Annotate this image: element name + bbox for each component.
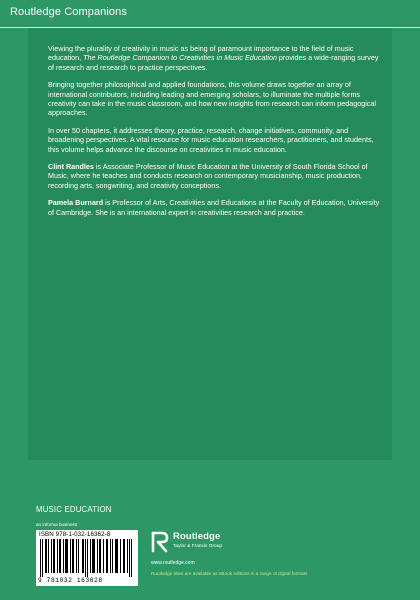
editor-name-2: Pamela Burnard (48, 198, 104, 208)
routledge-logo-icon (151, 531, 169, 553)
publisher-url[interactable]: www.routledge.com (151, 560, 195, 566)
editor-bio-1: Clint Randles is Associate Professor of Music Education at the University of South Florida School of Music, where he teaches and conducts research on contemporary musicianship, music production, recording arts, songwriting, and creativity conceptions. (48, 162, 368, 190)
book-title: The Routledge Companion to Creativities in Music Education (83, 53, 277, 63)
series-title: Routledge Companions (10, 6, 127, 18)
informa-tagline: an informa business (36, 522, 78, 527)
blurb-paragraph-3: In over 50 chapters, it addresses theory, practice, research, change initiatives, community, and broadening perspectives. A vital resource for music education researchers, practitioners, and students, this volume helps advance the discourse on creativities in music education. (48, 125, 374, 154)
back-cover-blurb (48, 44, 383, 225)
editor-name-1: Clint Randles (48, 162, 94, 172)
publisher-name: Routledge (173, 531, 221, 542)
series-header (0, 0, 420, 28)
blurb-paragraph-1: Viewing the plurality of creativity in music as being of paramount importance to the field of music education, The Routledge Companion to Creativities in Music Education provides a wide-ranging survey of research and research to practice perspectives. (48, 44, 379, 72)
subject-category: MUSIC EDUCATION (36, 505, 112, 514)
isbn-barcode (36, 530, 138, 586)
blurb-paragraph-2: Bringing together philosophical and applied foundations, this volume draws together an array of international contributors, including leading and emerging scholars, to illuminate the multiple forms creativity can take in the music classroom, and how new insights from research can inform pedagogical approaches. (48, 80, 376, 118)
editor-bio-2: Pamela Burnard is Professor of Arts, Creativities and Educations at the Faculty of Education, University of Cambridge. She is an international expert in creativities research and practice. (48, 198, 380, 217)
publisher-group: Taylor & Francis Group (173, 544, 223, 549)
ebook-availability-note: Routledge titles are available as eBook editions in a range of digital formats (151, 571, 308, 576)
isbn-label: ISBN 978-1-032-16362-8 (39, 531, 111, 538)
barcode-digits: 9 781032 163628 (38, 577, 103, 584)
barcode-icon (40, 539, 134, 577)
